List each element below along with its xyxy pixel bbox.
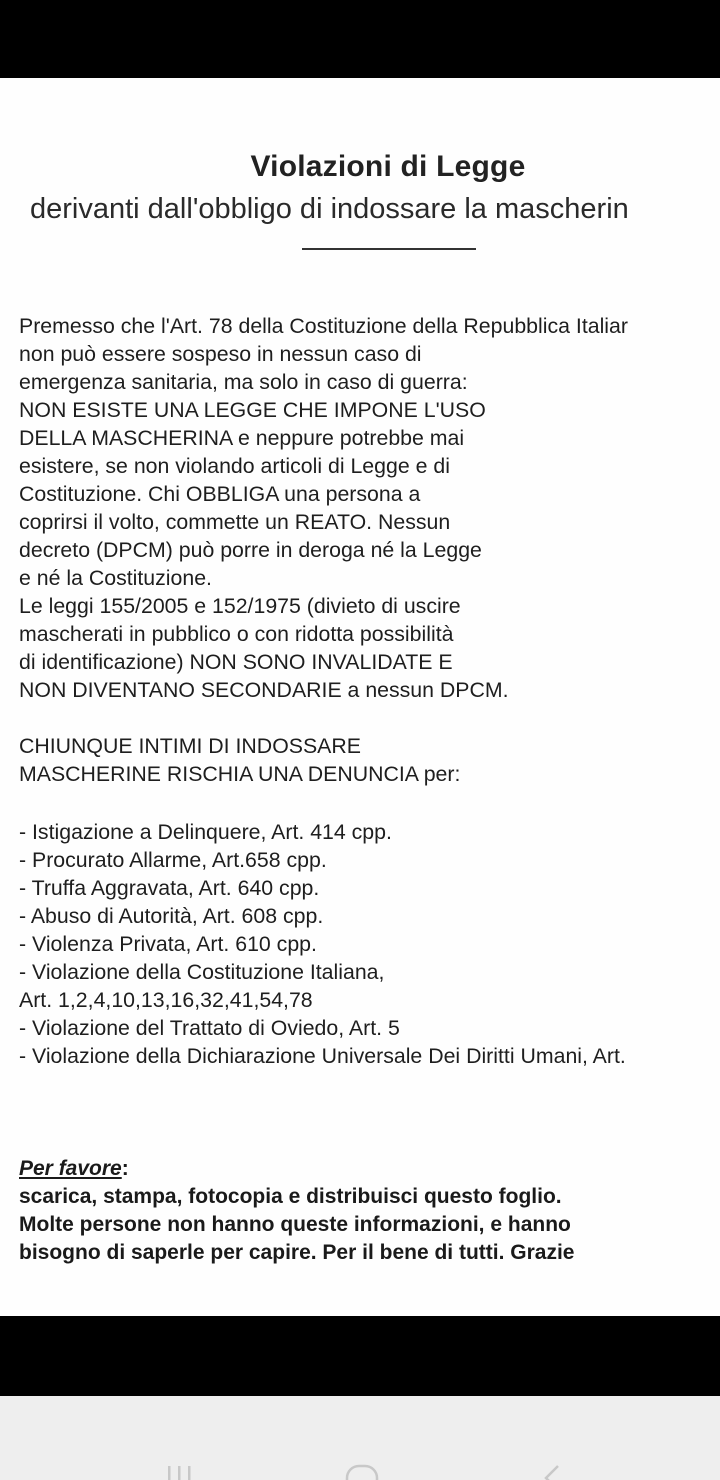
please-colon: : (121, 1157, 129, 1180)
violation-item: - Istigazione a Delinquere, Art. 414 cpp. (19, 820, 392, 844)
intro-line: di identificazione) NON SONO INVALIDATE E (19, 650, 453, 674)
recent-apps-button[interactable] (160, 1462, 200, 1480)
intro-paragraph (19, 312, 628, 704)
violation-item: - Abuso di Autorità, Art. 608 cpp. (19, 904, 324, 928)
system-navigation-bar (0, 1396, 720, 1480)
violation-item: - Violazione del Trattato di Oviedo, Art. 5 (19, 1016, 400, 1040)
intro-line: emergenza sanitaria, ma solo in caso di guerra: (19, 370, 468, 394)
please-heading (19, 1155, 129, 1183)
violation-item: Art. 1,2,4,10,13,16,32,41,54,78 (19, 988, 313, 1012)
title-divider (302, 248, 476, 250)
home-icon (342, 1462, 382, 1480)
intro-line: coprirsi il volto, commette un REATO. Nessun (19, 510, 451, 534)
warning-line: CHIUNQUE INTIMI DI INDOSSARE (19, 734, 361, 758)
intro-line: e né la Costituzione. (19, 566, 212, 590)
intro-line: Costituzione. Chi OBBLIGA una persona a (19, 482, 421, 506)
closing-line: Molte persone non hanno queste informazioni, e hanno (19, 1213, 571, 1236)
intro-line: non può essere sospeso in nessun caso di (19, 342, 422, 366)
top-black-bar (0, 0, 720, 78)
closing-paragraph (19, 1183, 574, 1267)
violation-item: - Procurato Allarme, Art.658 cpp. (19, 848, 327, 872)
violation-item: - Truffa Aggravata, Art. 640 cpp. (19, 876, 320, 900)
closing-line: bisogno di saperle per capire. Per il bene di tutti. Grazie (19, 1241, 575, 1264)
violation-item: - Violazione della Dichiarazione Universale Dei Diritti Umani, Art. (19, 1044, 626, 1068)
intro-line: NON DIVENTANO SECONDARIE a nessun DPCM. (19, 678, 509, 702)
document-image (0, 78, 720, 1316)
warning-paragraph (19, 732, 460, 788)
back-button[interactable] (530, 1462, 570, 1480)
warning-line: MASCHERINE RISCHIA UNA DENUNCIA per: (19, 762, 461, 786)
intro-line: esistere, se non violando articoli di Legge e di (19, 454, 450, 478)
home-button[interactable] (342, 1462, 382, 1480)
intro-line: NON ESISTE UNA LEGGE CHE IMPONE L'USO (19, 398, 486, 422)
intro-line: Premesso che l'Art. 78 della Costituzione della Repubblica Italiar (19, 314, 628, 338)
bottom-black-bar (0, 1316, 720, 1396)
intro-line: Le leggi 155/2005 e 152/1975 (divieto di uscire (19, 594, 461, 618)
document-title: Violazioni di Legge (250, 150, 526, 183)
intro-line: mascherati in pubblico o con ridotta possibilità (19, 622, 454, 646)
violation-item: - Violenza Privata, Art. 610 cpp. (19, 932, 317, 956)
intro-line: decreto (DPCM) può porre in deroga né la Legge (19, 538, 482, 562)
closing-line: scarica, stampa, fotocopia e distribuisci questo foglio. (19, 1185, 562, 1208)
recent-apps-icon (162, 1462, 198, 1480)
violation-item: - Violazione della Costituzione Italiana, (19, 960, 385, 984)
please-label: Per favore (19, 1157, 122, 1180)
violations-list (19, 818, 626, 1070)
back-icon (532, 1462, 568, 1480)
document-subtitle: derivanti dall'obbligo di indossare la mascherin (30, 193, 629, 225)
intro-line: DELLA MASCHERINA e neppure potrebbe mai (19, 426, 465, 450)
